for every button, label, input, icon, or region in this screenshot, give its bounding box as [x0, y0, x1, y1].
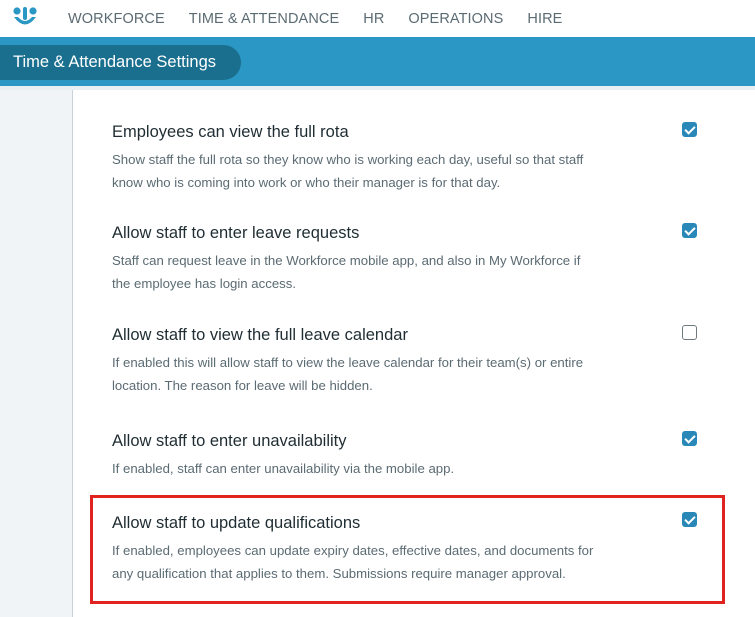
- nav-time-attendance[interactable]: TIME & ATTENDANCE: [188, 10, 340, 27]
- nav-workforce[interactable]: WORKFORCE: [68, 10, 165, 27]
- nav-hr[interactable]: HR: [363, 10, 385, 27]
- checkbox-view-leave-calendar[interactable]: [682, 325, 697, 340]
- setting-title: Allow staff to update qualifications: [112, 514, 361, 532]
- setting-description: [112, 148, 652, 194]
- setting-enter-leave-requests: [112, 224, 712, 295]
- setting-description: [112, 457, 652, 480]
- header-divider: [0, 86, 755, 90]
- checkbox-enter-leave-requests[interactable]: [682, 223, 697, 238]
- setting-description-line: location. The reason for leave will be hidden.: [112, 378, 373, 393]
- nav-operations[interactable]: OPERATIONS: [408, 10, 504, 27]
- page-title: Time & Attendance Settings: [0, 45, 241, 80]
- setting-title: Employees can view the full rota: [112, 123, 349, 141]
- setting-title: Allow staff to enter unavailability: [112, 432, 347, 450]
- setting-description-line: If enabled, staff can enter unavailability via the mobile app.: [112, 461, 455, 476]
- setting-view-full-rota: [112, 123, 712, 194]
- setting-description-line: know who is coming into work or who their manager is for that day.: [112, 175, 501, 190]
- nav-hire[interactable]: HIRE: [527, 10, 563, 27]
- setting-description-line: Staff can request leave in the Workforce mobile app, and also in My Workforce if: [112, 253, 581, 268]
- checkbox-view-full-rota[interactable]: [682, 122, 697, 137]
- setting-title: Allow staff to view the full leave calendar: [112, 326, 408, 344]
- setting-description-line: Show staff the full rota so they know who is working each day, useful so that staff: [112, 152, 584, 167]
- setting-description-line: If enabled this will allow staff to view the leave calendar for their team(s) or entire: [112, 355, 584, 370]
- main-menu: [68, 0, 586, 37]
- app-logo-icon[interactable]: [12, 6, 38, 30]
- setting-title: Allow staff to enter leave requests: [112, 224, 360, 242]
- checkbox-enter-unavailability[interactable]: [682, 431, 697, 446]
- top-navigation: [0, 0, 755, 37]
- setting-description: [112, 249, 652, 295]
- setting-description-line: the employee has login access.: [112, 276, 297, 291]
- setting-enter-unavailability: [112, 432, 712, 480]
- setting-description-line: any qualification that applies to them. Submissions require manager approval.: [112, 566, 566, 581]
- setting-description: [112, 351, 652, 397]
- settings-sidebar: [0, 90, 73, 617]
- setting-view-leave-calendar: [112, 326, 712, 397]
- setting-description-line: If enabled, employees can update expiry dates, effective dates, and documents for: [112, 543, 594, 558]
- highlight-box: [90, 495, 725, 604]
